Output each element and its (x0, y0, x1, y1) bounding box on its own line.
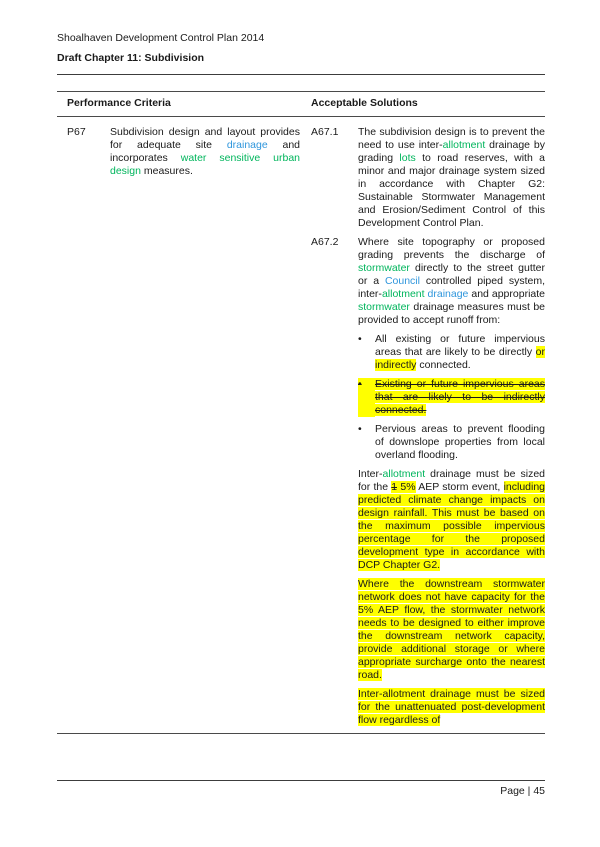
text-segment: drainage measures must be provided to accept runoff from: (358, 301, 545, 326)
solution-paragraph (311, 688, 545, 727)
table-header-row (57, 92, 545, 117)
bullet-item (311, 423, 545, 462)
solution-text (358, 578, 545, 682)
text-segment: AEP storm event, (415, 481, 504, 493)
text-segment: Inter-allotment drainage must be sized for the unattenuated post-development flow regardless of (358, 688, 545, 726)
clause-number (311, 378, 358, 417)
solution-text (375, 378, 545, 417)
text-segment: All existing or future impervious areas that are likely to be directly (375, 333, 545, 358)
glossary-link[interactable]: lots (399, 152, 416, 164)
criteria-cell (67, 126, 300, 727)
bullet-item (311, 378, 545, 417)
text-segment: 1 (391, 481, 398, 493)
text-segment: Existing or future impervious areas that are likely to be indirectly connected. (375, 378, 545, 416)
clause-number (311, 333, 358, 372)
criteria-text (110, 126, 300, 178)
solution-text (358, 126, 545, 230)
clause-number: A67.1 (311, 126, 339, 138)
text-segment: controlled piped system, inter- (358, 275, 545, 300)
column-header-performance-criteria: Performance Criteria (67, 97, 171, 109)
solution-paragraph (311, 578, 545, 682)
header-rule (57, 74, 545, 75)
text-segment: and appropriate (468, 288, 545, 300)
criteria-item (67, 126, 300, 178)
glossary-link[interactable]: stormwater (358, 301, 410, 313)
solutions-cell (311, 126, 545, 727)
glossary-link[interactable]: water sensitive urban design (110, 152, 301, 177)
text-segment: measures. (140, 165, 193, 177)
text-segment: connected. (416, 359, 471, 371)
glossary-link[interactable]: allotment (442, 139, 486, 151)
text-segment: drainage by grading (358, 139, 546, 164)
text-segment: drainage must be sized for the (358, 468, 545, 493)
bullet-item (311, 333, 545, 372)
text-segment: Subdivision design and layout provides for adequate site (110, 126, 300, 151)
clause-number: A67.2 (311, 236, 339, 248)
table-body (57, 117, 545, 733)
solution-paragraph (311, 236, 545, 327)
text-segment: Where the downstream stormwater network does not have capacity for the 5% AEP flow, the stormwater network needs to be designed to either improve the downstream network capacity, provide additional storage or where appropriate surcharge onto the nearest road. (358, 578, 545, 681)
solution-text (358, 688, 545, 727)
text-segment: including predicted climate change impacts on design rainfall. This must be based on the maximum possible impervious percentage for the proposed development type in accordance with DCP Chapter G2. (358, 481, 546, 571)
glossary-link[interactable]: stormwater (358, 262, 410, 274)
text-segment: Inter- (358, 468, 383, 480)
clause-number (311, 423, 358, 462)
clause-number (311, 578, 358, 682)
column-header-acceptable-solutions: Acceptable Solutions (311, 97, 418, 109)
text-segment: The subdivision design is to prevent the need to use inter- (358, 126, 545, 151)
solution-text (375, 423, 545, 462)
bullet-icon: • (358, 423, 362, 435)
chapter-heading: Draft Chapter 11: Subdivision (57, 52, 205, 64)
glossary-link[interactable]: allotment (382, 468, 426, 480)
text-segment: or indirectly (375, 346, 545, 371)
text-segment: to road reserves, with a minor and major drainage system sized in accordance with Chapter G2: Sustainable Stormwater Management and Erosion/Sediment Control of this Development Control Plan. (358, 152, 545, 229)
text-segment: Pervious areas to prevent flooding of downslope properties from local overland flooding. (375, 423, 545, 461)
solution-text (375, 333, 545, 372)
clause-number: P67 (67, 126, 86, 138)
page-number: Page | 45 (500, 785, 545, 797)
solution-text (358, 468, 545, 572)
text-segment: 5% (400, 481, 416, 493)
text-segment: Where site topography or proposed grading prevents the discharge of (358, 236, 545, 261)
glossary-link[interactable]: allotment (381, 288, 425, 300)
solution-text (358, 236, 545, 327)
text-segment: directly to the street gutter or a (358, 262, 545, 287)
bullet-icon: • (358, 378, 375, 417)
page-footer (57, 780, 545, 798)
document-title: Shoalhaven Development Control Plan 2014 (57, 32, 265, 44)
solution-paragraph (311, 126, 545, 230)
clause-number (311, 688, 358, 727)
text-segment: and incorporates (110, 139, 301, 164)
glossary-link[interactable]: drainage (226, 139, 268, 151)
bullet-icon: • (358, 333, 362, 345)
criteria-solutions-table (57, 91, 545, 734)
glossary-link[interactable]: Council (384, 275, 420, 287)
clause-number (311, 468, 358, 572)
glossary-link[interactable]: drainage (427, 288, 469, 300)
solution-paragraph (311, 468, 545, 572)
